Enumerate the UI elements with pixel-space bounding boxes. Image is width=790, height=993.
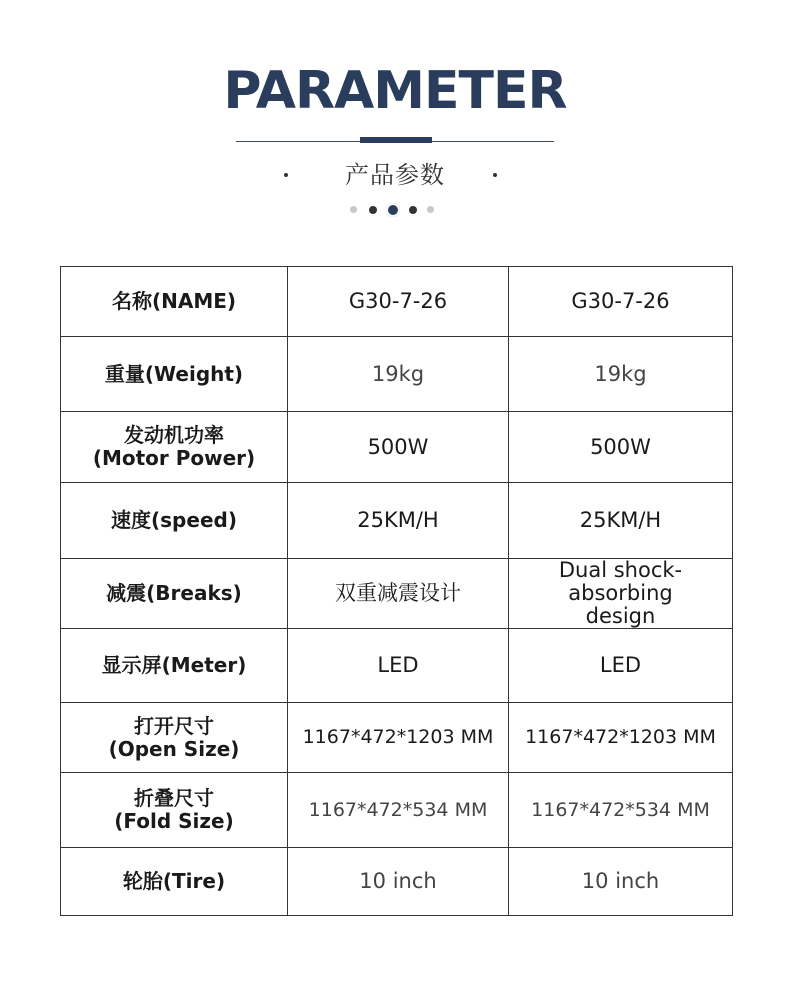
row-label [61, 629, 288, 703]
table-cell: G30-7-26 [509, 267, 733, 337]
page-subtitle: 产品参数 [345, 161, 445, 189]
carousel-dot[interactable] [350, 206, 357, 213]
carousel-dot[interactable] [409, 206, 417, 214]
table-cell: 500W [288, 412, 509, 483]
page-title: PARAMETER [223, 61, 567, 121]
row-label-line: 速度(speed) [111, 508, 237, 532]
carousel-dot-active[interactable] [386, 203, 400, 217]
table-row [61, 629, 733, 703]
table-cell: LED [509, 629, 733, 703]
row-label-line: 重量(Weight) [104, 361, 244, 386]
table-cell: LED [288, 629, 509, 703]
row-label [61, 337, 288, 412]
table-cell: Dual shock-absorbing design [509, 559, 733, 629]
table-cell: 10 inch [509, 848, 733, 916]
table-cell: 25KM/H [288, 483, 509, 559]
table-row [61, 412, 733, 483]
row-label-line: (Fold Size) [114, 809, 234, 833]
table-cell: 19kg [509, 337, 733, 412]
table-row [61, 483, 733, 559]
row-label [61, 703, 288, 773]
row-label-line: 减震(Breaks) [106, 581, 242, 605]
table-row [61, 559, 733, 629]
row-label [61, 848, 288, 916]
table-cell: 双重减震设计 [288, 559, 509, 629]
carousel-dot[interactable] [369, 206, 377, 214]
row-label [61, 412, 288, 483]
row-label-line: 打开尺寸 [134, 713, 214, 738]
table-cell: 10 inch [288, 848, 509, 916]
table-cell: 1167*472*1203 MM [509, 703, 733, 773]
carousel-dot[interactable] [427, 206, 434, 213]
table-cell: 25KM/H [509, 483, 733, 559]
row-label [61, 773, 288, 848]
row-label-line: 发动机功率 [124, 423, 224, 447]
right-bullet-dot [493, 173, 497, 177]
table-cell: 1167*472*534 MM [509, 773, 733, 848]
row-label-line: (Open Size) [108, 736, 240, 761]
table-row [61, 773, 733, 848]
row-label-line: (Motor Power) [92, 446, 256, 470]
title-divider-accent [360, 137, 432, 143]
table-cell: G30-7-26 [288, 267, 509, 337]
table-row [61, 848, 733, 916]
table-cell: 1167*472*1203 MM [288, 703, 509, 773]
table-row [61, 267, 733, 337]
row-label [61, 483, 288, 559]
row-label-line: 名称(NAME) [111, 289, 237, 313]
table-cell: 500W [509, 412, 733, 483]
row-label-line: 折叠尺寸 [134, 786, 214, 810]
parameter-table [60, 266, 733, 916]
row-label-line: 轮胎(Tire) [122, 869, 226, 893]
table-row [61, 337, 733, 412]
carousel-indicator [0, 202, 790, 218]
table-row [61, 703, 733, 773]
row-label [61, 267, 288, 337]
subtitle-row [0, 158, 790, 192]
table-cell: 19kg [288, 337, 509, 412]
row-label [61, 559, 288, 629]
row-label-line: 显示屏(Meter) [101, 653, 247, 677]
table-cell: 1167*472*534 MM [288, 773, 509, 848]
